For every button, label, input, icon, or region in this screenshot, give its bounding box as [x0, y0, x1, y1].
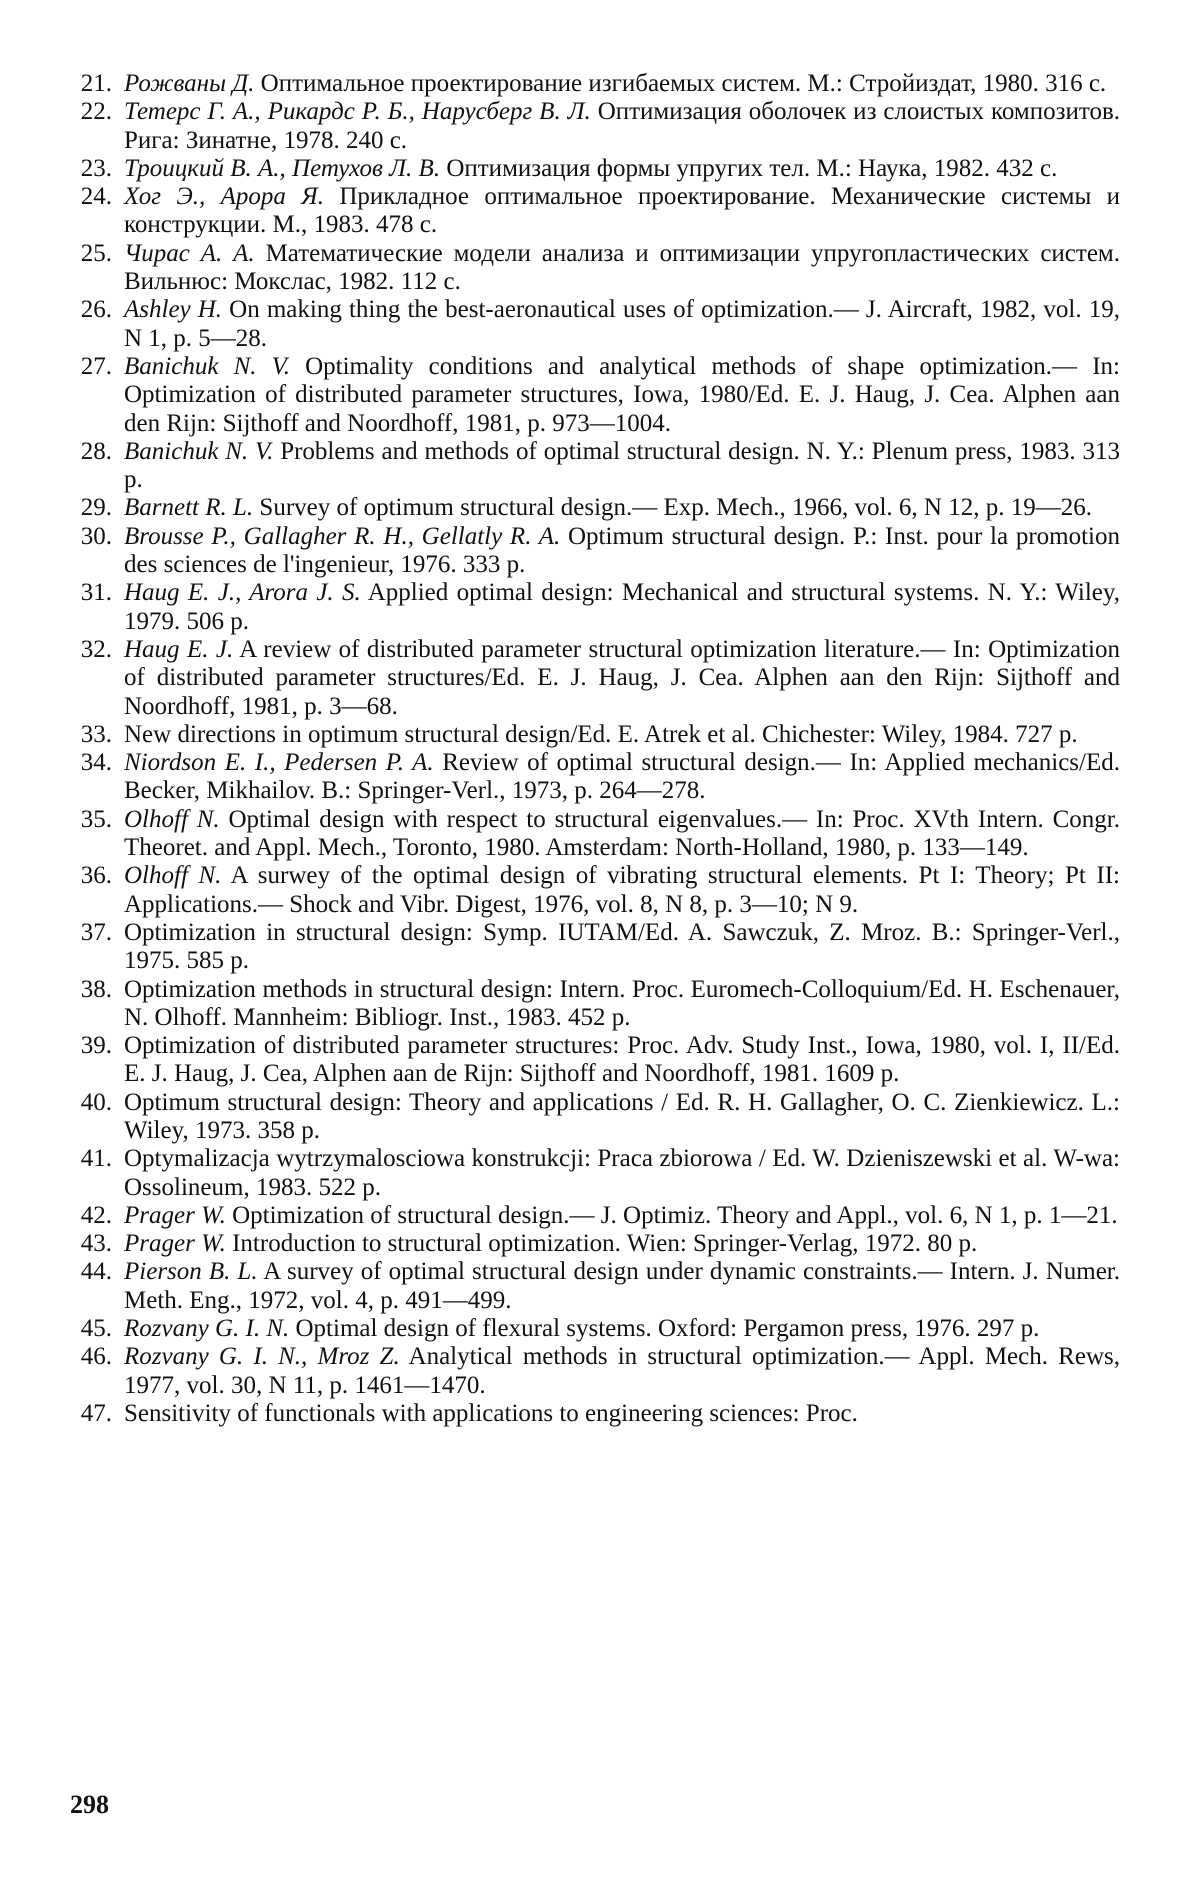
reference-number: 24.: [80, 183, 112, 211]
reference-details: Математические модели анализа и оптимизации упругопластических систем. Вильнюс: Мокслас, 1982. 112 с.: [124, 239, 1120, 296]
reference-details: Optimum structural design: Theory and applications / Ed. R. H. Gallagher, O. C. Zienkiewicz. L.: Wiley, 1973. 358 p.: [124, 1088, 1120, 1144]
page-number: 298: [70, 1790, 109, 1819]
reference-authors: Rozvany G. I. N.: [124, 1315, 290, 1343]
reference-authors: Prager W.: [124, 1230, 226, 1258]
reference-item: [60, 1032, 1120, 1089]
reference-authors: Olhoff N.: [124, 862, 222, 890]
reference-number: 43.: [80, 1230, 112, 1258]
reference-item: [60, 183, 1120, 240]
reference-number: 26.: [80, 296, 112, 324]
reference-number: 35.: [80, 805, 112, 833]
reference-number: 32.: [80, 635, 112, 663]
reference-text: [124, 1202, 1120, 1230]
reference-item: [60, 976, 1120, 1033]
reference-item: [60, 1202, 1120, 1230]
reference-text: [124, 1315, 1120, 1343]
reference-text: [124, 1089, 1120, 1146]
reference-number: 33.: [80, 720, 112, 748]
reference-item: [60, 353, 1120, 438]
reference-item: [60, 721, 1120, 749]
reference-details: Optimization in structural design: Symp. IUTAM/Ed. A. Sawczuk, Z. Mroz. B.: Springer-Verl., 1975. 585 p.: [124, 918, 1120, 975]
reference-text: [124, 98, 1120, 155]
reference-text: [124, 1230, 1120, 1258]
reference-text: [124, 240, 1120, 297]
reference-item: [60, 862, 1120, 919]
reference-number: 21.: [80, 70, 112, 97]
reference-number: 44.: [80, 1258, 112, 1286]
reference-text: [124, 1400, 1120, 1428]
reference-number: 29.: [80, 494, 112, 522]
reference-authors: Троицкий В. А., Петухов Л. В.: [124, 154, 441, 182]
reference-details: Оптимизация оболочек из слоистых композитов. Рига: Зинатне, 1978. 240 с.: [124, 98, 1121, 154]
reference-details: Problems and methods of optimal structural design. N. Y.: Plenum press, 1983. 313 p.: [124, 437, 1120, 494]
reference-number: 41.: [80, 1145, 112, 1173]
reference-number: 34.: [80, 749, 112, 777]
reference-details: Optimization of structural design.— J. Optimiz. Theory and Appl., vol. 6, N 1, p. 1—21.: [225, 1201, 1118, 1229]
reference-number: 31.: [80, 579, 112, 607]
reference-item: [60, 1315, 1120, 1343]
reference-item: [60, 806, 1120, 863]
reference-details: Оптимизация формы упругих тел. М.: Наука, 1982. 432 с.: [440, 154, 1058, 182]
reference-details: Sensitivity of functionals with applications to engineering sciences: Proc.: [124, 1399, 858, 1427]
reference-authors: Barnett R. L.: [124, 494, 254, 522]
reference-item: [60, 70, 1120, 98]
reference-item: [60, 98, 1120, 155]
reference-number: 40.: [80, 1088, 112, 1116]
reference-text: [124, 749, 1120, 806]
reference-number: 36.: [80, 862, 112, 890]
reference-authors: Olhoff N.: [124, 805, 220, 833]
reference-authors: Чирас А. А.: [124, 239, 255, 267]
reference-item: [60, 636, 1120, 721]
reference-text: [124, 1032, 1120, 1089]
reference-text: [124, 70, 1120, 98]
reference-number: 30.: [80, 522, 112, 550]
reference-list: [60, 70, 1120, 1428]
reference-authors: Haug E. J., Arora J. S.: [124, 579, 361, 607]
reference-details: Optimization methods in structural design: Intern. Proc. Euromech-Colloquium/Ed. H. Eschenauer, N. Olhoff. Mannheim: Bibliogr. Inst., 1983. 452 p.: [124, 975, 1120, 1031]
reference-authors: Haug E. J.: [124, 635, 234, 663]
reference-details: Optimal design with respect to structural eigenvalues.— In: Proc. XVth Intern. Congr. Theoret. and Appl. Mech., Toronto, 1980. Amsterdam: North-Holland, 1980, p. 133—149.: [124, 805, 1120, 862]
reference-text: [124, 976, 1120, 1033]
reference-text: [124, 1258, 1120, 1315]
reference-details: Optimality conditions and analytical methods of shape optimization.— In: Optimization of distributed parameter structures, Iowa, 1980/Ed. E. J. Haug, J. Cea. Alphen aan den Rijn: Sijthoff and Noordhoff, 1981, p. 973—1004.: [124, 352, 1120, 437]
reference-details: A review of distributed parameter structural optimization literature.— In: Optimization of distributed parameter structures/Ed. E. J. Haug, J. Cea. Alphen aan den Rijn: Sijthoff and Noordhoff, 1981, p. 3—68.: [124, 635, 1120, 720]
reference-text: [124, 579, 1120, 636]
reference-number: 22.: [80, 98, 112, 126]
reference-number: 23.: [80, 154, 112, 182]
reference-item: [60, 1145, 1120, 1202]
reference-text: [124, 296, 1120, 353]
reference-text: [124, 862, 1120, 919]
reference-details: Review of optimal structural design.— In: Applied mechanics/Ed. Becker, Mikhailov. B.: Springer-Verl., 1973, p. 264—278.: [124, 749, 1120, 805]
reference-details: Optimal design of flexural systems. Oxford: Pergamon press, 1976. 297 p.: [289, 1315, 1040, 1343]
reference-text: [124, 494, 1120, 522]
reference-text: [124, 438, 1120, 495]
reference-item: [60, 296, 1120, 353]
reference-details: A survey of optimal structural design under dynamic constraints.— Intern. J. Numer. Meth. Eng., 1972, vol. 4, p. 491—499.: [124, 1258, 1120, 1314]
reference-number: 25.: [80, 239, 112, 267]
reference-text: [124, 919, 1120, 976]
reference-text: [124, 183, 1120, 240]
reference-details: Introduction to structural optimization. Wien: Springer-Verlag, 1972. 80 p.: [225, 1230, 978, 1258]
reference-authors: Pierson B. L.: [124, 1258, 258, 1286]
reference-text: [124, 721, 1120, 749]
reference-item: [60, 494, 1120, 522]
reference-details: On making thing the best-aeronautical uses of optimization.— J. Aircraft, 1982, vol. 19, N 1, p. 5—28.: [124, 296, 1120, 352]
reference-authors: Тетерс Г. А., Рикардс Р. Б., Нарусберг В. Л.: [124, 98, 591, 126]
reference-text: [124, 636, 1120, 721]
reference-number: 27.: [80, 352, 112, 380]
reference-item: [60, 438, 1120, 495]
bibliography-page: [60, 70, 1120, 1428]
reference-text: [124, 155, 1120, 183]
reference-details: Оптимальное проектирование изгибаемых систем. М.: Стройиздат, 1980. 316 с.: [254, 70, 1107, 97]
reference-number: 46.: [80, 1343, 112, 1371]
reference-details: A surwey of the optimal design of vibrating structural elements. Pt I: Theory; Pt II: Applications.— Shock and Vibr. Digest, 1976, vol. 8, N 8, p. 3—10; N 9.: [124, 862, 1120, 918]
reference-details: Optimum structural design. P.: Inst. pour la promotion des sciences de l'ingenieur, 1976. 333 p.: [124, 522, 1120, 579]
reference-item: [60, 1258, 1120, 1315]
reference-item: [60, 919, 1120, 976]
reference-authors: Ashley H.: [124, 296, 223, 324]
reference-authors: Rozvany G. I. N., Mroz Z.: [124, 1343, 400, 1371]
reference-item: [60, 579, 1120, 636]
reference-number: 37.: [80, 918, 112, 946]
reference-authors: Banichuk N. V.: [124, 352, 290, 380]
reference-item: [60, 523, 1120, 580]
reference-text: [124, 1343, 1120, 1400]
reference-item: [60, 1343, 1120, 1400]
reference-authors: Brousse P., Gallagher R. H., Gellatly R. A.: [124, 522, 561, 550]
reference-details: Survey of optimum structural design.— Exp. Mech., 1966, vol. 6, N 12, p. 19—26.: [253, 494, 1092, 522]
reference-authors: Prager W.: [124, 1201, 226, 1229]
reference-text: [124, 1145, 1120, 1202]
reference-authors: Banichuk N. V.: [124, 437, 274, 465]
reference-number: 39.: [80, 1032, 112, 1060]
reference-text: [124, 523, 1120, 580]
reference-details: Analytical methods in structural optimization.— Appl. Mech. Rews, 1977, vol. 30, N 11, p. 1461—1470.: [124, 1343, 1120, 1399]
reference-item: [60, 1400, 1120, 1428]
reference-item: [60, 155, 1120, 183]
reference-number: 47.: [80, 1399, 112, 1427]
reference-item: [60, 749, 1120, 806]
reference-authors: Рожваны Д.: [124, 70, 255, 97]
reference-number: 42.: [80, 1201, 112, 1229]
reference-authors: Хог Э., Арора Я.: [124, 183, 324, 211]
reference-number: 38.: [80, 975, 112, 1003]
reference-details: Optimization of distributed parameter structures: Proc. Adv. Study Inst., Iowa, 1980, vol. I, II/Ed. E. J. Haug, J. Cea, Alphen aan de Rijn: Sijthoff and Noordhoff, 1981. 1609 p.: [124, 1032, 1120, 1088]
reference-number: 45.: [80, 1315, 112, 1343]
reference-authors: Niordson E. I., Pedersen P. A.: [124, 749, 434, 777]
reference-item: [60, 1230, 1120, 1258]
reference-text: [124, 353, 1120, 438]
reference-text: [124, 806, 1120, 863]
reference-details: Applied optimal design: Mechanical and structural systems. N. Y.: Wiley, 1979. 506 p.: [124, 579, 1120, 635]
reference-item: [60, 240, 1120, 297]
reference-details: Прикладное оптимальное проектирование. Механические системы и конструкции. М., 1983. 478 с.: [124, 183, 1120, 239]
reference-item: [60, 1089, 1120, 1146]
reference-details: Optymalizacja wytrzymalosciowa konstrukcji: Praca zbiorowa / Ed. W. Dzieniszewski et al. W-wa: Ossolineum, 1983. 522 p.: [124, 1145, 1120, 1201]
reference-details: New directions in optimum structural design/Ed. E. Atrek et al. Chichester: Wiley, 1984. 727 p.: [124, 720, 1078, 748]
reference-number: 28.: [80, 437, 112, 465]
